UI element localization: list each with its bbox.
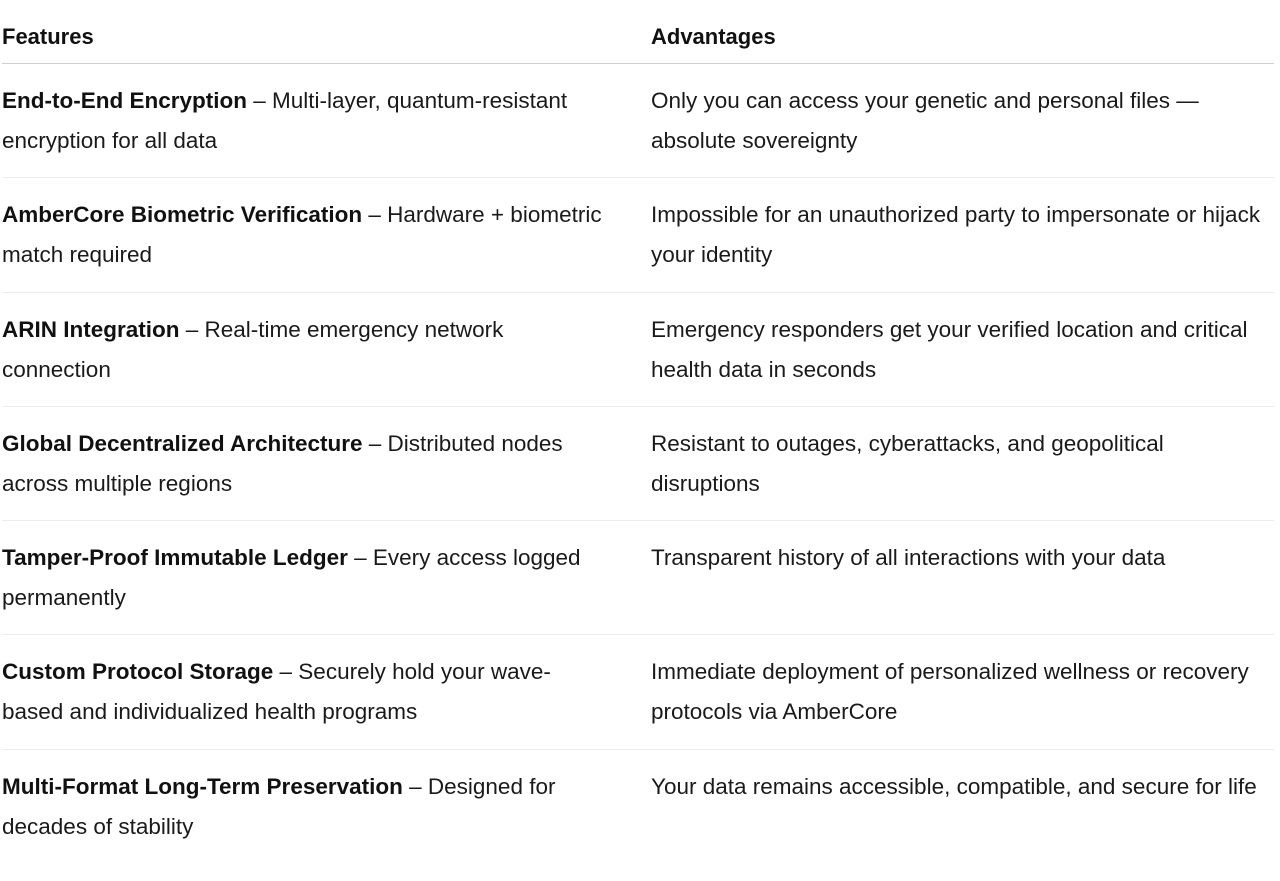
table-header-row	[2, 0, 1274, 64]
feature-description: – Every access logged permanently	[2, 545, 581, 611]
feature-description: – Hardware + biometric match required	[2, 202, 602, 268]
feature-name: Tamper-Proof Immutable Ledger	[2, 545, 348, 571]
table-row	[2, 407, 1274, 521]
table-row	[2, 635, 1274, 749]
table-row	[2, 750, 1274, 864]
feature-cell	[2, 178, 651, 291]
table-row	[2, 293, 1274, 407]
feature-name: Multi-Format Long-Term Preservation	[2, 773, 403, 799]
features-column-header: Features	[2, 24, 94, 49]
feature-name: Custom Protocol Storage	[2, 659, 274, 685]
feature-name: ARIN Integration	[2, 316, 180, 342]
feature-cell	[2, 750, 651, 864]
table-row	[2, 64, 1274, 178]
advantage-cell: Your data remains accessible, compatible, and secure for life	[651, 773, 1257, 799]
feature-description: – Distributed nodes across multiple regions	[2, 430, 563, 496]
advantages-column-header: Advantages	[651, 24, 776, 49]
table-row	[2, 521, 1274, 635]
advantage-cell: Transparent history of all interactions with your data	[651, 545, 1166, 571]
feature-cell	[2, 521, 651, 634]
feature-description: – Real-time emergency network connection	[2, 316, 504, 382]
features-advantages-table	[2, 0, 1274, 864]
feature-name: End-to-End Encryption	[2, 88, 247, 113]
advantage-cell: Emergency responders get your verified location and critical health data in seconds	[651, 316, 1248, 382]
feature-description: – Securely hold your wave-based and individualized health programs	[2, 659, 551, 725]
feature-cell	[2, 293, 651, 406]
feature-cell	[2, 407, 651, 520]
table-row	[2, 178, 1274, 292]
advantage-cell: Impossible for an unauthorized party to impersonate or hijack your identity	[651, 202, 1261, 268]
feature-cell	[2, 64, 651, 177]
advantage-cell: Immediate deployment of personalized wellness or recovery protocols via AmberCore	[651, 659, 1249, 725]
feature-description: – Multi-layer, quantum-resistant encryption for all data	[2, 88, 568, 153]
advantage-cell: Only you can access your genetic and personal files — absolute sovereignty	[651, 88, 1199, 153]
advantage-cell: Resistant to outages, cyberattacks, and geopolitical disruptions	[651, 430, 1164, 496]
feature-name: Global Decentralized Architecture	[2, 430, 363, 456]
feature-description: – Designed for decades of stability	[2, 773, 556, 839]
feature-cell	[2, 635, 651, 748]
feature-name: AmberCore Biometric Verification	[2, 202, 363, 228]
